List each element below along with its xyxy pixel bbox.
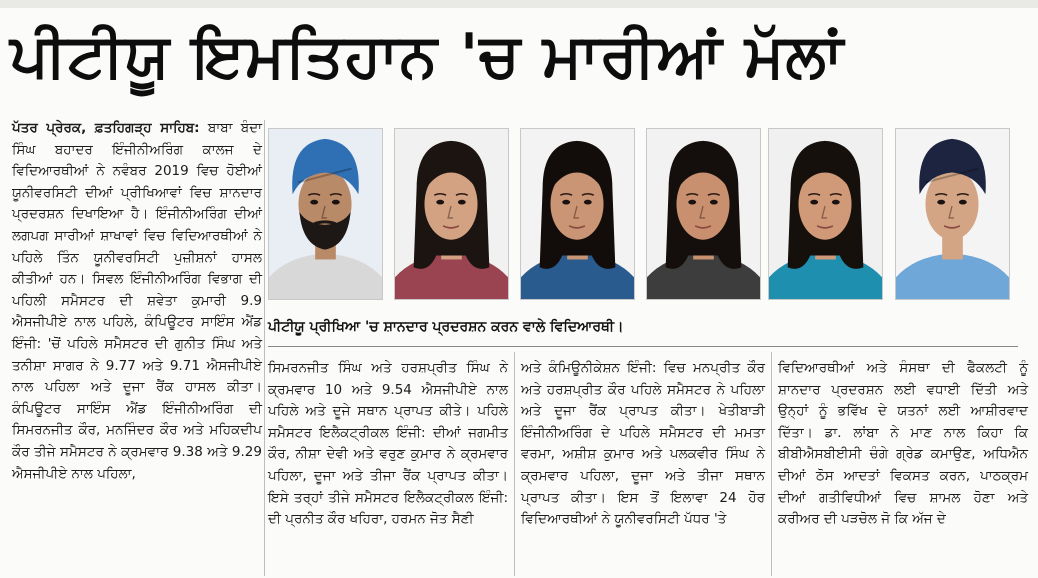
- portrait-illustration: [521, 129, 634, 299]
- student-photo: [646, 128, 761, 300]
- right-eye: [959, 200, 967, 205]
- face: [925, 169, 978, 240]
- caption-divider: [268, 346, 1018, 347]
- column4-text: ਵਿਦਿਆਰਥੀਆਂ ਅਤੇ ਸੰਸਥਾ ਦੀ ਫੈਕਲਟੀ ਨੂੰ ਸ਼ਾਨਦਾਰ ਪ੍ਰਦਰਸ਼ਨ ਲਈ ਵਧਾਈ ਦਿੱਤੀ ਅਤੇ ਉਨ੍ਹਾਂ ਨੂੰ ਭਵਿੱਖ ਦੇ ਯਤਨਾਂ ਲਈ ਆਸ਼ੀਰਵਾਦ ਦਿੱਤਾ। ਡਾ. ਲਾਂਬਾ ਨੇ ਮਾਣ ਨਾਲ ਕਿਹਾ ਕਿ ਬੀਬੀਐਸਬੀਈਸੀ ਚੰਗੇ ਗ੍ਰੇਡ ਕਮਾਉਣ, ਅਧਿਐਨ ਦੀਆਂ ਠੋਸ ਆਦਤਾਂ ਵਿਕਸਤ ਕਰਨ, ਪਾਠਕ੍ਰਮ ਦੀਆਂ ਗਤੀਵਿਧੀਆਂ ਵਿਚ ਸ਼ਾਮਲ ਹੋਣਾ ਅਤੇ ਕਰੀਅਰ ਦੀ ਪੜਚੋਲ ਜੋ ਕਿ ਅੱਜ ਦੇ: [778, 360, 1028, 528]
- top-rule: [0, 0, 1038, 8]
- article-column-3: [521, 358, 765, 576]
- column3-text: ਅਤੇ ਕੰਮਿਊਨੀਕੇਸ਼ਨ ਇੰਜੀ: ਵਿਚ ਮਨਪ੍ਰੀਤ ਕੌਰ ਅਤੇ ਹਰਸ਼ਪ੍ਰੀਤ ਕੌਰ ਪਹਿਲੇ ਸਮੈਸਟਰ ਨੇ ਪਹਿਲਾ ਅਤੇ ਦੂਜਾ ਰੈਂਕ ਪ੍ਰਾਪਤ ਕੀਤਾ। ਖੇਤੀਬਾੜੀ ਇੰਜੀਨੀਅਰਿੰਗ ਦੇ ਪਹਿਲੇ ਸਮੈਸਟਰ ਦੀ ਮਮਤਾ ਵਰਮਾ, ਅਸ਼ੀਸ਼ ਕੁਮਾਰ ਅਤੇ ਪਲਕਵੀਰ ਸਿੰਘ ਨੇ ਕ੍ਰਮਵਾਰ ਪਹਿਲਾ, ਦੂਜਾ ਅਤੇ ਤੀਜਾ ਸਥਾਨ ਪ੍ਰਾਪਤ ਕੀਤਾ। ਇਸ ਤੋਂ ਇਲਾਵਾ 24 ਹੋਰ ਵਿਦਿਆਰਥੀਆਂ ਨੇ ਯੂਨੀਵਰਸਿਟੀ ਪੱਧਰ 'ਤੇ: [521, 360, 765, 528]
- column-divider: [771, 352, 772, 576]
- left-eye: [810, 200, 818, 205]
- student-photo: [520, 128, 635, 300]
- student-photo: [394, 128, 509, 300]
- column-divider: [514, 352, 515, 576]
- column1-text: ਬਾਬਾ ਬੰਦਾ ਸਿੰਘ ਬਹਾਦਰ ਇੰਜੀਨੀਅਰਿੰਗ ਕਾਲਜ ਦੇ ਵਿਦਿਆਰਥੀਆਂ ਨੇ ਨਵੰਬਰ 2019 ਵਿਚ ਹੋਈਆਂ ਯੂਨੀਵਰਸਿਟੀ ਦੀਆਂ ਪ੍ਰੀਖਿਆਵਾਂ ਵਿਚ ਸ਼ਾਨਦਾਰ ਪ੍ਰਦਰਸ਼ਨ ਦਿਖਾਇਆ ਹੈ। ਇੰਜੀਨੀਅਰਿੰਗ ਦੀਆਂ ਲਗਪਗ ਸਾਰੀਆਂ ਸ਼ਾਖਾਵਾਂ ਵਿਚ ਵਿਦਿਆਰਥੀਆਂ ਨੇ ਪਹਿਲੇ ਤਿੰਨ ਯੂਨੀਵਰਸਿਟੀ ਪੁਜ਼ੀਸ਼ਨਾਂ ਹਾਸਲ ਕੀਤੀਆਂ ਹਨ। ਸਿਵਲ ਇੰਜੀਨੀਅਰਿੰਗ ਵਿਭਾਗ ਦੀ ਪਹਿਲੀ ਸਮੈਸਟਰ ਦੀ ਸ਼ਵੇਤਾ ਕੁਮਾਰੀ 9.9 ਐਸਜੀਪੀਏ ਨਾਲ ਪਹਿਲੇ, ਕੰਪਿਊਟਰ ਸਾਇੰਸ ਐਂਡ ਇੰਜੀ: 'ਚੋਂ ਪਹਿਲੇ ਸਮੈਸਟਰ ਦੀ ਗੁਨੀਤ ਸਿੰਘ ਅਤੇ ਤਨੀਸ਼ਾ ਸਾਗਰ ਨੇ 9.77 ਅਤੇ 9.71 ਐਸਜੀਪੀਏ ਨਾਲ ਪਹਿਲਾ ਅਤੇ ਦੂਜਾ ਰੈਂਕ ਹਾਸਲ ਕੀਤਾ। ਕੰਪਿਊਟਰ ਸਾਇੰਸ ਐਂਡ ਇੰਜੀਨੀਅਰਿੰਗ ਦੀ ਸਿਮਰਨਜੀਤ ਕੌਰ, ਮਨਜਿੰਦਰ ਕੌਰ ਅਤੇ ਮਹਿਕਦੀਪ ਕੌਰ ਤੀਜੇ ਸਮੈਸਟਰ ਨੇ ਕ੍ਰਮਵਾਰ 9.38 ਅਤੇ 9.29 ਐਸਜੀਪੀਏ ਨਾਲ ਪਹਿਲਾ,: [12, 120, 263, 482]
- right-eye: [710, 200, 718, 205]
- student-photo: [768, 128, 883, 300]
- column-divider: [264, 120, 265, 576]
- right-eye: [332, 200, 340, 205]
- article-column-2: [268, 358, 508, 576]
- article-column-4: [778, 358, 1028, 576]
- left-eye: [937, 200, 945, 205]
- portrait-illustration: [769, 129, 882, 299]
- left-eye: [562, 200, 570, 205]
- photo-strip: [268, 128, 1010, 300]
- portrait-illustration: [896, 129, 1009, 299]
- article-column-1: [12, 118, 262, 578]
- byline: ਪੱਤਰ ਪ੍ਰੇਰਕ, ਫ਼ਤਹਿਗੜ੍ਹ ਸਾਹਿਬ:: [12, 120, 200, 136]
- student-photo: [895, 128, 1010, 300]
- portrait-illustration: [269, 129, 382, 299]
- photo-caption: ਪੀਟੀਯੂ ਪ੍ਰੀਖਿਆ 'ਚ ਸ਼ਾਨਦਾਰ ਪ੍ਰਦਰਸ਼ਨ ਕਰਨ ਵਾਲੇ ਵਿਦਿਆਰਥੀ।: [268, 319, 624, 335]
- right-eye: [832, 200, 840, 205]
- student-photo: [268, 128, 383, 300]
- column2-text: ਸਿਮਰਨਜੀਤ ਸਿੰਘ ਅਤੇ ਹਰਸ਼ਪ੍ਰੀਤ ਸਿੰਘ ਨੇ ਕ੍ਰਮਵਾਰ 10 ਅਤੇ 9.54 ਐਸਜੀਪੀਏ ਨਾਲ ਪਹਿਲੇ ਅਤੇ ਦੂਜੇ ਸਥਾਨ ਪ੍ਰਾਪਤ ਕੀਤੇ। ਪਹਿਲੇ ਸਮੈਸਟਰ ਇਲੈਕਟ੍ਰੀਕਲ ਇੰਜੀ: ਦੀਆਂ ਜਗਮੀਤ ਕੌਰ, ਨੀਸ਼ਾ ਦੇਵੀ ਅਤੇ ਵਰੁਣ ਕੁਮਾਰ ਨੇ ਕ੍ਰਮਵਾਰ ਪਹਿਲਾ, ਦੂਜਾ ਅਤੇ ਤੀਜਾ ਰੈਂਕ ਪ੍ਰਾਪਤ ਕੀਤਾ। ਇਸੇ ਤਰ੍ਹਾਂ ਤੀਜੇ ਸਮੈਸਟਰ ਇਲੈਕਟ੍ਰੀਕਲ ਇੰਜੀ: ਦੀ ਪ੍ਰਨੀਤ ਕੌਰ ਖਹਿਰਾ, ਹਰਮਨ ਜੋਤ ਸੈਣੀ: [268, 360, 508, 528]
- left-eye: [436, 200, 444, 205]
- right-eye: [458, 200, 466, 205]
- left-eye: [310, 200, 318, 205]
- portrait-illustration: [647, 129, 760, 299]
- left-eye: [688, 200, 696, 205]
- portrait-illustration: [395, 129, 508, 299]
- headline: ਪੀਟੀਯੂ ਇਮਤਿਹਾਨ 'ਚ ਮਾਰੀਆਂ ਮੱਲਾਂ: [10, 21, 844, 91]
- right-eye: [584, 200, 592, 205]
